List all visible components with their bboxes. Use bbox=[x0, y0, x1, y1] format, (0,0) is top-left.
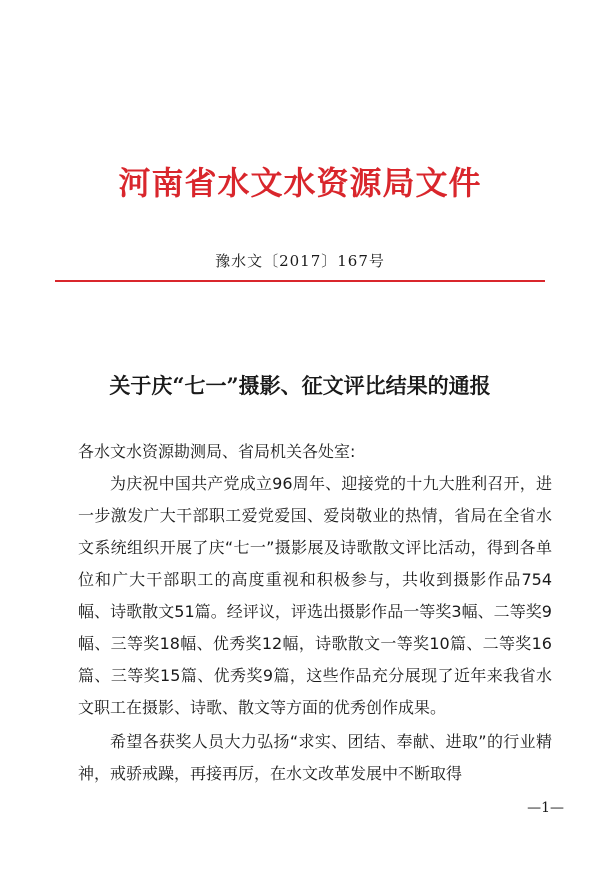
red-divider-line bbox=[55, 280, 545, 282]
issuer-header-title: 河南省水文水资源局文件 bbox=[118, 164, 482, 202]
body-paragraph-2 bbox=[78, 726, 552, 790]
body-paragraph-1 bbox=[78, 468, 552, 724]
notice-title: 关于庆“七一”摄影、征文评比结果的通报 bbox=[109, 373, 491, 398]
page-number: —1— bbox=[527, 800, 564, 816]
paragraph-text: 为庆祝中国共产党成立96周年、迎接党的十九大胜利召开，进一步激发广大干部职工爱党爱国、爱岗敬业的热情，省局在全省水文系统组织开展了庆“七一”摄影展及诗歌散文评比活动，得到各单位和广大干部职工的高度重视和积极参与，共收到摄影作品754幅、诗歌散文51篇。经评议，评选出摄影作品一等奖3幅、二等奖9幅、三等奖18幅、优秀奖12幅，诗歌散文一等奖10篇、二等奖16篇、三等奖15篇、优秀奖9篇，这些作品充分展现了近年来我省水文职工在摄影、诗歌、散文等方面的优秀创作成果。 bbox=[78, 474, 552, 717]
document-number: 豫水文〔2017〕167号 bbox=[215, 252, 385, 270]
salutation: 各水文水资源勘测局、省局机关各处室: bbox=[78, 442, 356, 461]
paragraph-text: 希望各获奖人员大力弘扬“求实、团结、奉献、进取”的行业精神，戒骄戒躁，再接再厉，在水文改革发展中不断取得 bbox=[78, 732, 552, 783]
